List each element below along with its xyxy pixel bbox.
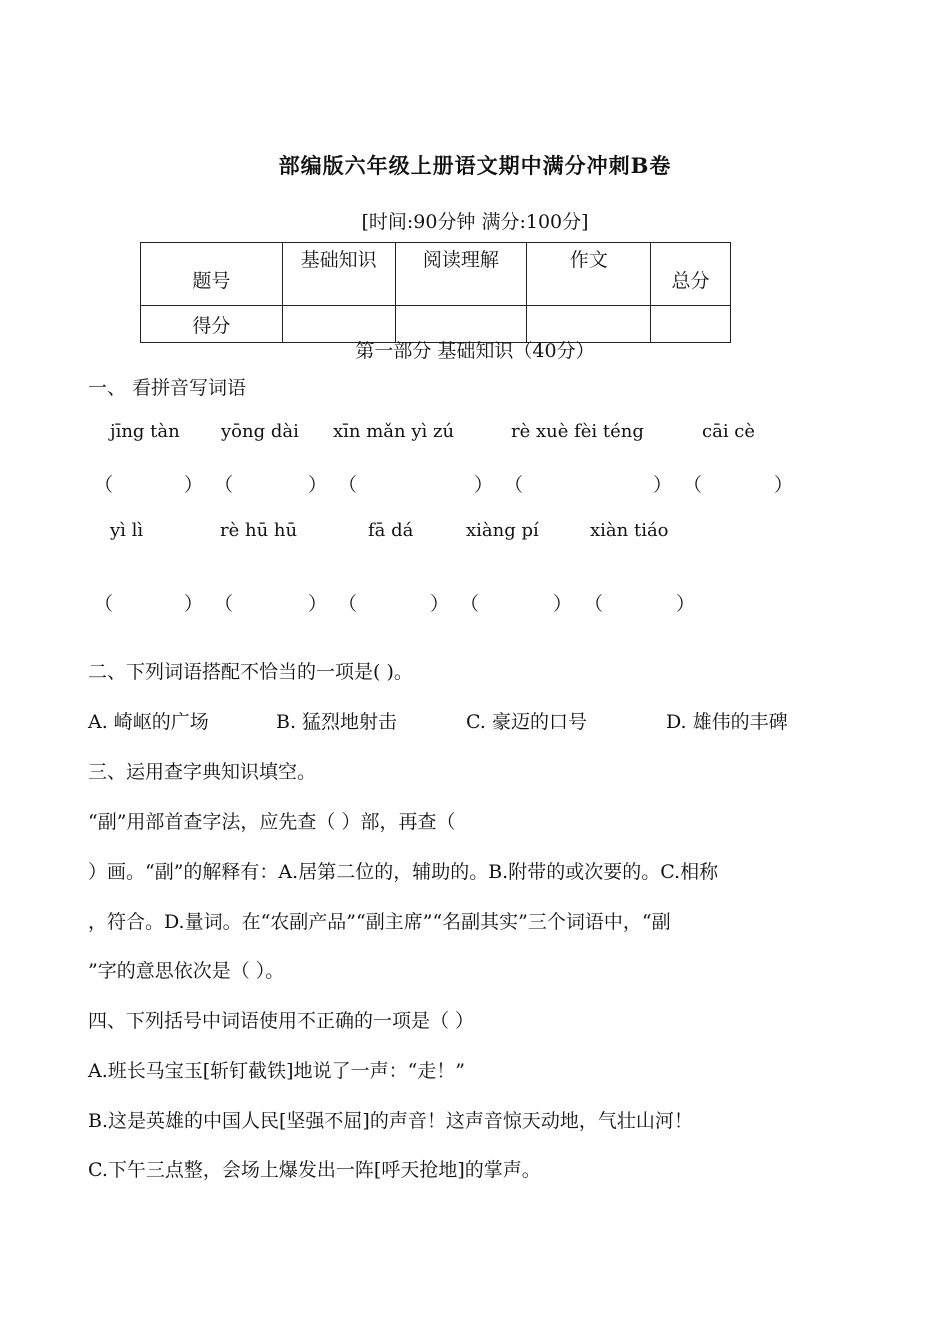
score-row-label: 得分 [141, 306, 283, 343]
pinyin-item: rè xuè fèi téng [511, 421, 644, 442]
pinyin-item: fā dá [368, 520, 414, 541]
answer-paren-close: ） [308, 593, 328, 615]
answer-paren-close: ） [184, 593, 204, 615]
q4-option-a: A.班长马宝玉[斩钉截铁]地说了一声：“走！” [88, 1060, 466, 1082]
q2-option-c: C. 豪迈的口号 [466, 711, 587, 733]
pinyin-item: xīn mǎn yì zú [333, 421, 455, 442]
pinyin-item: cāi cè [702, 421, 756, 442]
q3-text-line: ”字的意思依次是（ ）。 [88, 960, 285, 982]
q3-text-line: ，符合。D.量词。在“农副产品”“副主席”“名副其实”三个词语中，“副 [88, 911, 671, 933]
answer-paren-close: ） [676, 593, 696, 615]
answer-paren-open: （ [214, 593, 234, 615]
pinyin-item: rè hū hū [220, 520, 298, 541]
q2-option-a: A. 崎岖的广场 [88, 711, 209, 733]
q3-text-line: ）画。“副”的解释有：A.居第二位的，辅助的。B.附带的或次要的。C.相称 [88, 861, 719, 883]
score-table-header: 阅读理解 [395, 243, 527, 306]
answer-paren-close: ） [653, 474, 673, 496]
pinyin-item: xiàn tiáo [590, 520, 669, 541]
q2-option-b: B. 猛烈地射击 [276, 711, 398, 733]
answer-paren-open: （ [504, 474, 524, 496]
q1-heading: 一、 看拼音写词语 [88, 377, 247, 399]
q4-heading: 四、下列括号中词语使用不正确的一项是（ ） [88, 1010, 475, 1032]
score-table-header: 作文 [527, 243, 651, 306]
answer-paren-close: ） [474, 474, 494, 496]
pinyin-item: jīng tàn [110, 421, 180, 442]
q4-option-c: C.下午三点整，会场上爆发出一阵[呼天抢地]的掌声。 [88, 1159, 541, 1181]
answer-paren-close: ） [308, 474, 328, 496]
page-title: 部编版六年级上册语文期中满分冲刺B卷 [278, 153, 672, 178]
q2-option-d: D. 雄伟的丰碑 [666, 711, 788, 733]
q2-heading: 二、下列词语搭配不恰当的一项是( )。 [88, 661, 413, 683]
answer-paren-open: （ [584, 593, 604, 615]
pinyin-item: xiàng pí [466, 520, 539, 541]
answer-paren-open: （ [338, 474, 358, 496]
answer-paren-open: （ [683, 474, 703, 496]
q4-option-b: B.这是英雄的中国人民[坚强不屈]的声音！这声音惊天动地，气壮山河！ [88, 1110, 693, 1132]
score-table-header: 基础知识 [282, 243, 395, 306]
part1-heading: 第一部分 基础知识（40分） [355, 340, 595, 362]
score-table [140, 242, 731, 343]
score-table-header-row [141, 243, 731, 306]
answer-paren-open: （ [94, 474, 114, 496]
answer-paren-open: （ [338, 593, 358, 615]
pinyin-item: yì lì [110, 520, 144, 541]
answer-paren-open: （ [460, 593, 480, 615]
answer-paren-close: ） [184, 474, 204, 496]
score-table-header: 总分 [651, 243, 731, 306]
answer-paren-open: （ [94, 593, 114, 615]
q3-heading: 三、运用查字典知识填空。 [88, 761, 317, 783]
answer-paren-close: ） [774, 474, 794, 496]
score-table-header: 题号 [141, 243, 283, 306]
pinyin-item: yōng dài [221, 421, 299, 442]
answer-paren-close: ） [553, 593, 573, 615]
q3-text-line: “副”用部首查字法，应先查（ ）部，再查（ [88, 811, 456, 833]
answer-paren-close: ） [430, 593, 450, 615]
exam-time-score: [时间:90分钟 满分:100分] [361, 211, 589, 233]
answer-paren-open: （ [214, 474, 234, 496]
